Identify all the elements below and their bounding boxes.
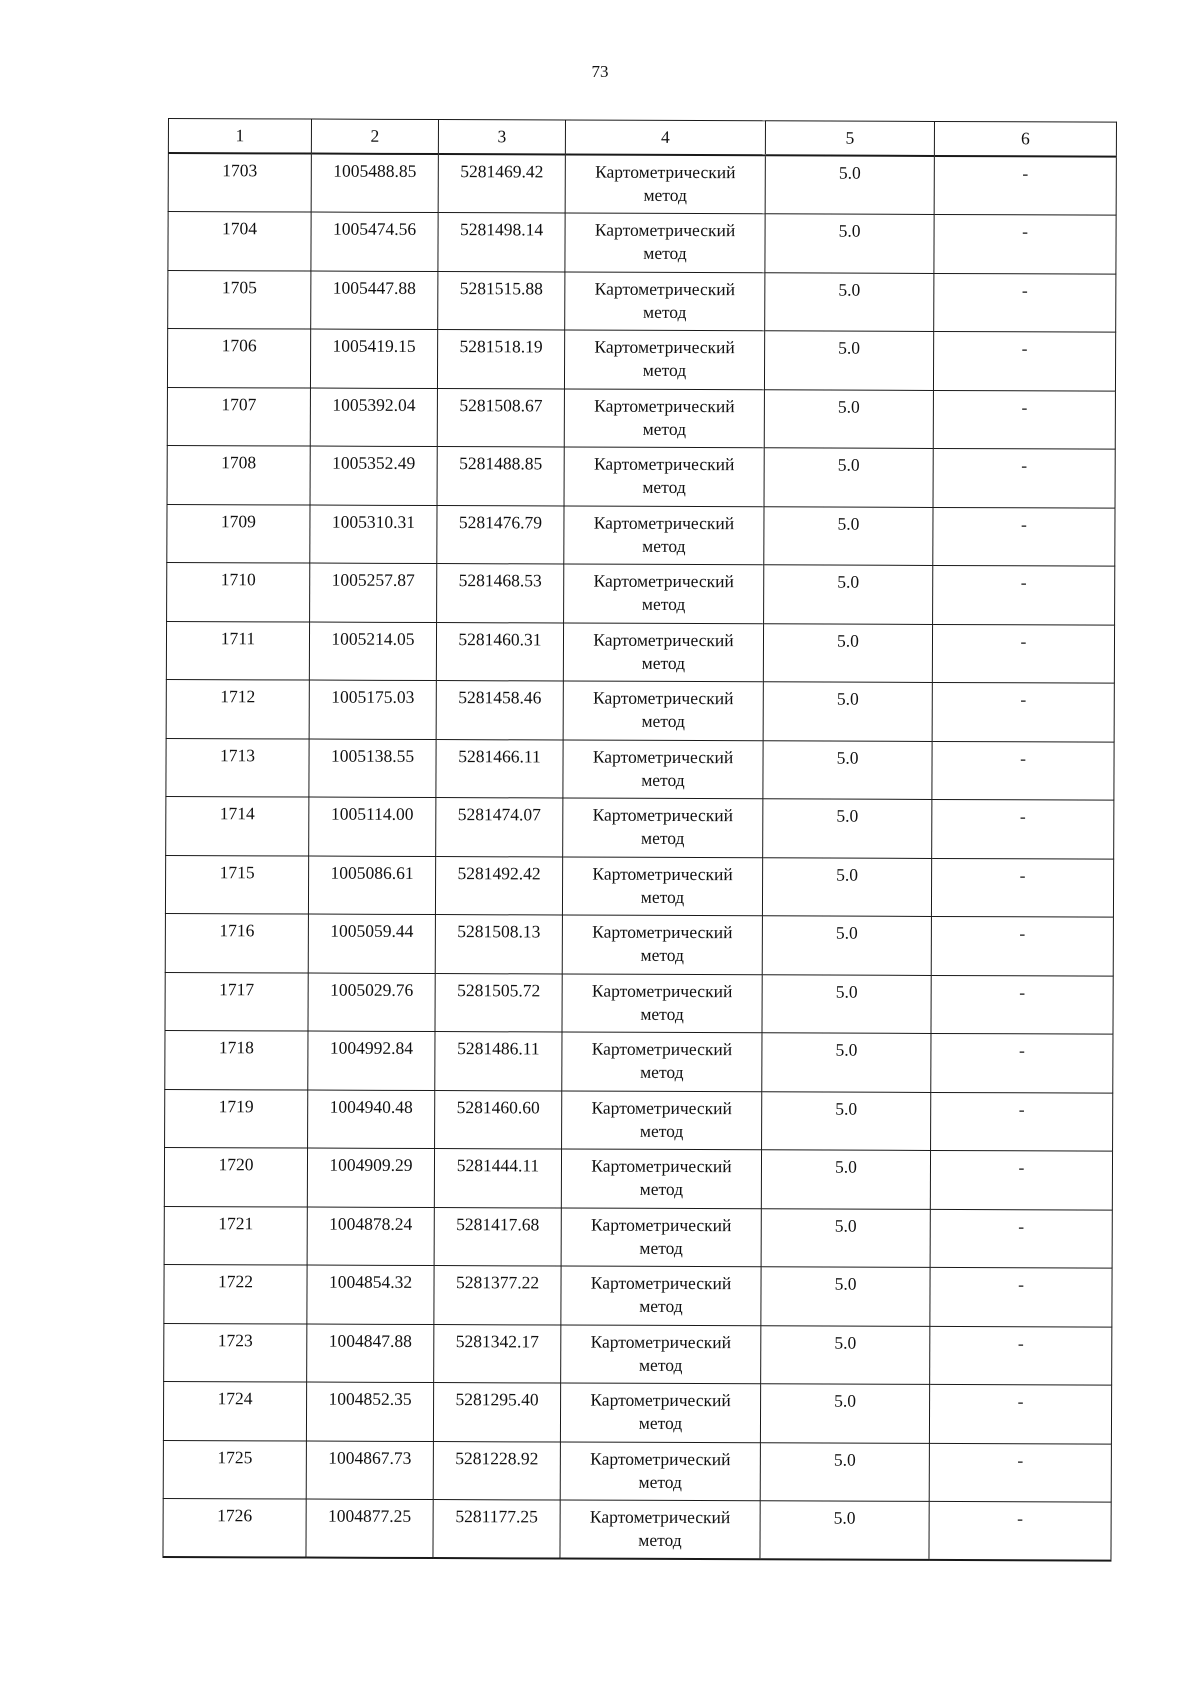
method-cell <box>561 1149 761 1208</box>
y-coordinate-cell: 5281444.11 <box>434 1149 561 1208</box>
description-cell: - <box>930 1267 1112 1326</box>
table-row <box>167 562 1115 624</box>
point-number-cell: 1703 <box>168 153 311 212</box>
method-cell <box>565 155 765 214</box>
x-coordinate-cell: 1005488.85 <box>311 154 438 213</box>
column-header: 1 <box>168 119 311 154</box>
accuracy-cell: 5.0 <box>764 389 933 448</box>
x-coordinate-cell: 1005114.00 <box>309 797 436 856</box>
method-line2: метод <box>639 1237 683 1258</box>
page-number: 73 <box>591 62 609 81</box>
accuracy-cell: 5.0 <box>763 799 932 858</box>
accuracy-cell: 5.0 <box>764 448 933 507</box>
description-cell: - <box>933 390 1115 449</box>
accuracy-cell: 5.0 <box>765 155 934 214</box>
y-coordinate-cell: 5281492.42 <box>435 856 562 915</box>
method-cell <box>563 740 763 799</box>
point-number-cell: 1724 <box>163 1381 306 1440</box>
table-row <box>164 1147 1112 1209</box>
description-cell: - <box>934 273 1116 332</box>
y-coordinate-cell: 5281460.31 <box>436 622 563 681</box>
coordinates-table <box>162 118 1117 1562</box>
y-coordinate-cell: 5281469.42 <box>438 154 565 213</box>
point-number-cell: 1719 <box>165 1089 308 1148</box>
method-cell <box>565 272 765 331</box>
point-number-cell: 1709 <box>167 504 310 563</box>
method-line1: Картометрический <box>592 746 734 767</box>
description-cell: - <box>930 1209 1112 1268</box>
x-coordinate-cell: 1005059.44 <box>308 914 435 973</box>
y-coordinate-cell: 5281476.79 <box>437 505 564 564</box>
description-cell: - <box>933 565 1115 624</box>
method-line2: метод <box>643 301 687 322</box>
description-cell: - <box>933 507 1115 566</box>
description-cell: - <box>931 1033 1113 1092</box>
point-number-cell: 1707 <box>167 387 310 446</box>
table-row <box>167 387 1115 449</box>
method-line2: метод <box>640 886 685 907</box>
table-header <box>168 119 1116 157</box>
description-cell: - <box>932 741 1114 800</box>
accuracy-cell: 5.0 <box>761 1208 930 1267</box>
accuracy-cell: 5.0 <box>765 272 934 331</box>
x-coordinate-cell: 1005257.87 <box>310 563 437 622</box>
column-header: 3 <box>438 120 565 155</box>
y-coordinate-cell: 5281458.46 <box>436 681 563 740</box>
table-row <box>165 972 1113 1034</box>
y-coordinate-cell: 5281486.11 <box>435 1032 562 1091</box>
method-line2: метод <box>639 1178 684 1199</box>
method-line1: Картометрический <box>591 1038 733 1060</box>
method-line2: метод <box>638 1529 682 1550</box>
accuracy-cell: 5.0 <box>762 974 931 1033</box>
table-row <box>167 329 1115 391</box>
point-number-cell: 1704 <box>168 212 311 271</box>
method-line2: метод <box>639 1295 683 1316</box>
y-coordinate-cell: 5281498.14 <box>438 213 565 272</box>
method-line2: метод <box>640 827 685 848</box>
method-line2: метод <box>643 184 687 205</box>
accuracy-cell: 5.0 <box>761 1267 930 1326</box>
description-cell: - <box>933 331 1115 390</box>
point-number-cell: 1723 <box>164 1323 307 1382</box>
header-row <box>168 119 1116 157</box>
point-number-cell: 1712 <box>166 679 309 738</box>
method-line2: метод <box>641 652 686 673</box>
table-row <box>163 1440 1111 1502</box>
x-coordinate-cell: 1004867.73 <box>306 1441 433 1500</box>
table-row <box>164 1206 1112 1268</box>
method-line2: метод <box>641 769 685 790</box>
table-row <box>168 270 1116 332</box>
accuracy-cell: 5.0 <box>760 1442 929 1501</box>
method-line1: Картометрический <box>592 863 733 884</box>
table-row <box>163 1498 1111 1560</box>
method-line2: метод <box>642 476 686 497</box>
method-line1: Картометрический <box>589 1506 731 1528</box>
y-coordinate-cell: 5281518.19 <box>437 330 564 389</box>
point-number-cell: 1720 <box>164 1147 307 1206</box>
description-cell: - <box>932 624 1114 683</box>
x-coordinate-cell: 1005447.88 <box>311 271 438 330</box>
method-cell <box>560 1383 760 1442</box>
table-row <box>166 796 1114 858</box>
description-cell: - <box>931 975 1113 1034</box>
y-coordinate-cell: 5281508.13 <box>435 915 562 974</box>
method-line2: метод <box>642 359 687 380</box>
method-line2: метод <box>642 535 686 556</box>
method-line1: Картометрический <box>594 278 736 299</box>
table-row <box>165 913 1113 975</box>
description-cell: - <box>931 916 1113 975</box>
x-coordinate-cell: 1005419.15 <box>310 329 437 388</box>
x-coordinate-cell: 1004847.88 <box>307 1324 434 1383</box>
method-cell <box>562 915 762 974</box>
y-coordinate-cell: 5281508.67 <box>437 388 564 447</box>
accuracy-cell: 5.0 <box>765 214 934 273</box>
method-line2: метод <box>641 593 686 614</box>
description-cell: - <box>929 1384 1111 1443</box>
table-row <box>166 679 1114 741</box>
point-number-cell: 1718 <box>165 1030 308 1089</box>
x-coordinate-cell: 1005138.55 <box>309 739 436 798</box>
point-number-cell: 1714 <box>166 796 309 855</box>
accuracy-cell: 5.0 <box>761 1150 930 1209</box>
x-coordinate-cell: 1005214.05 <box>309 622 436 681</box>
accuracy-cell: 5.0 <box>763 682 932 741</box>
y-coordinate-cell: 5281488.85 <box>437 447 564 506</box>
x-coordinate-cell: 1005175.03 <box>309 680 436 739</box>
point-number-cell: 1717 <box>165 972 308 1031</box>
method-cell <box>564 564 764 623</box>
accuracy-cell: 5.0 <box>762 1091 931 1150</box>
x-coordinate-cell: 1004852.35 <box>306 1382 433 1441</box>
description-cell: - <box>930 1326 1112 1385</box>
column-header: 5 <box>765 121 934 156</box>
method-cell <box>564 447 764 506</box>
table-row <box>165 1089 1113 1151</box>
method-line1: Картометрический <box>593 629 734 650</box>
method-line1: Картометрический <box>592 804 734 826</box>
method-line1: Картометрический <box>593 687 734 709</box>
method-line1: Картометрический <box>594 219 736 241</box>
y-coordinate-cell: 5281295.40 <box>433 1383 560 1442</box>
table-row <box>164 1323 1112 1385</box>
method-line2: метод <box>638 1471 683 1492</box>
coordinates-table-wrapper <box>162 118 1116 1562</box>
point-number-cell: 1710 <box>167 562 310 621</box>
table-row <box>166 738 1114 800</box>
x-coordinate-cell: 1005310.31 <box>310 505 437 564</box>
point-number-cell: 1716 <box>165 913 308 972</box>
table-row <box>166 621 1114 683</box>
column-header: 4 <box>565 120 765 155</box>
accuracy-cell: 5.0 <box>760 1384 929 1443</box>
x-coordinate-cell: 1004940.48 <box>308 1090 435 1149</box>
x-coordinate-cell: 1004909.29 <box>307 1148 434 1207</box>
y-coordinate-cell: 5281505.72 <box>435 973 562 1032</box>
description-cell: - <box>934 156 1116 215</box>
method-cell <box>564 330 764 389</box>
description-cell: - <box>930 1150 1112 1209</box>
method-line2: метод <box>642 418 687 439</box>
method-cell <box>560 1442 760 1501</box>
x-coordinate-cell: 1004854.32 <box>307 1265 434 1324</box>
method-cell <box>562 857 762 916</box>
table-row <box>165 855 1113 917</box>
description-cell: - <box>933 448 1115 507</box>
x-coordinate-cell: 1004877.25 <box>306 1499 433 1558</box>
x-coordinate-cell: 1005029.76 <box>308 973 435 1032</box>
point-number-cell: 1722 <box>164 1264 307 1323</box>
method-line1: Картометрический <box>591 1097 732 1118</box>
method-cell <box>562 974 762 1033</box>
accuracy-cell: 5.0 <box>764 506 933 565</box>
method-cell <box>563 623 763 682</box>
method-line2: метод <box>640 1061 684 1082</box>
accuracy-cell: 5.0 <box>762 857 931 916</box>
accuracy-cell: 5.0 <box>762 916 931 975</box>
y-coordinate-cell: 5281177.25 <box>433 1500 560 1559</box>
y-coordinate-cell: 5281417.68 <box>434 1207 561 1266</box>
method-line1: Картометрический <box>594 395 735 416</box>
method-line1: Картометрический <box>593 453 735 475</box>
y-coordinate-cell: 5281460.60 <box>435 1090 562 1149</box>
y-coordinate-cell: 5281468.53 <box>437 564 564 623</box>
method-line2: метод <box>640 944 685 965</box>
method-line1: Картометрический <box>591 1214 732 1235</box>
method-cell <box>562 1032 762 1091</box>
accuracy-cell: 5.0 <box>764 565 933 624</box>
column-header: 2 <box>311 119 438 154</box>
point-number-cell: 1713 <box>166 738 309 797</box>
accuracy-cell: 5.0 <box>763 740 932 799</box>
method-line1: Картометрический <box>594 336 735 358</box>
x-coordinate-cell: 1005392.04 <box>310 388 437 447</box>
method-line1: Картометрический <box>593 512 735 533</box>
description-cell: - <box>934 214 1116 273</box>
point-number-cell: 1711 <box>166 621 309 680</box>
method-cell <box>561 1208 761 1267</box>
y-coordinate-cell: 5281474.07 <box>436 798 563 857</box>
method-line2: метод <box>639 1120 684 1141</box>
x-coordinate-cell: 1005086.61 <box>308 856 435 915</box>
method-cell <box>561 1266 761 1325</box>
table-row <box>168 212 1116 274</box>
y-coordinate-cell: 5281342.17 <box>434 1324 561 1383</box>
x-coordinate-cell: 1004878.24 <box>307 1207 434 1266</box>
method-line2: метод <box>641 710 685 731</box>
x-coordinate-cell: 1005352.49 <box>310 446 437 505</box>
point-number-cell: 1715 <box>165 855 308 914</box>
method-line1: Картометрический <box>590 1389 731 1411</box>
method-cell <box>560 1500 760 1559</box>
method-line1: Картометрический <box>590 1272 732 1294</box>
description-cell: - <box>931 858 1113 917</box>
accuracy-cell: 5.0 <box>764 331 933 390</box>
table-row <box>167 504 1115 566</box>
method-line1: Картометрический <box>593 570 734 592</box>
method-cell <box>564 506 764 565</box>
y-coordinate-cell: 5281228.92 <box>433 1441 560 1500</box>
method-line1: Картометрический <box>590 1448 731 1469</box>
description-cell: - <box>929 1501 1111 1560</box>
method-cell <box>561 1325 761 1384</box>
method-cell <box>563 798 763 857</box>
method-line2: метод <box>643 242 687 263</box>
accuracy-cell: 5.0 <box>760 1501 929 1560</box>
table-row <box>165 1030 1113 1092</box>
method-line2: метод <box>638 1412 683 1433</box>
point-number-cell: 1706 <box>167 329 310 388</box>
method-cell <box>562 1091 762 1150</box>
description-cell: - <box>932 682 1114 741</box>
method-cell <box>563 681 763 740</box>
description-cell: - <box>931 1092 1113 1151</box>
method-cell <box>564 389 764 448</box>
accuracy-cell: 5.0 <box>762 1033 931 1092</box>
method-line2: метод <box>638 1354 683 1375</box>
method-cell <box>565 213 765 272</box>
column-header: 6 <box>934 121 1116 156</box>
accuracy-cell: 5.0 <box>761 1325 930 1384</box>
y-coordinate-cell: 5281466.11 <box>436 739 563 798</box>
point-number-cell: 1726 <box>163 1498 306 1557</box>
y-coordinate-cell: 5281515.88 <box>438 271 565 330</box>
table-row <box>168 153 1116 215</box>
y-coordinate-cell: 5281377.22 <box>434 1266 561 1325</box>
method-line1: Картометрический <box>591 1155 732 1177</box>
method-line1: Картометрический <box>591 980 733 1001</box>
accuracy-cell: 5.0 <box>763 623 932 682</box>
description-cell: - <box>932 799 1114 858</box>
method-line1: Картометрический <box>592 921 733 943</box>
point-number-cell: 1705 <box>168 270 311 329</box>
method-line2: метод <box>640 1003 684 1024</box>
x-coordinate-cell: 1005474.56 <box>311 212 438 271</box>
x-coordinate-cell: 1004992.84 <box>308 1031 435 1090</box>
point-number-cell: 1708 <box>167 445 310 504</box>
table-row <box>167 445 1115 507</box>
method-line1: Картометрический <box>590 1331 732 1352</box>
table-row <box>164 1264 1112 1326</box>
point-number-cell: 1725 <box>163 1440 306 1499</box>
point-number-cell: 1721 <box>164 1206 307 1265</box>
table-body <box>163 153 1116 1561</box>
table-row <box>163 1381 1111 1443</box>
method-line1: Картометрический <box>595 161 736 183</box>
description-cell: - <box>929 1443 1111 1502</box>
